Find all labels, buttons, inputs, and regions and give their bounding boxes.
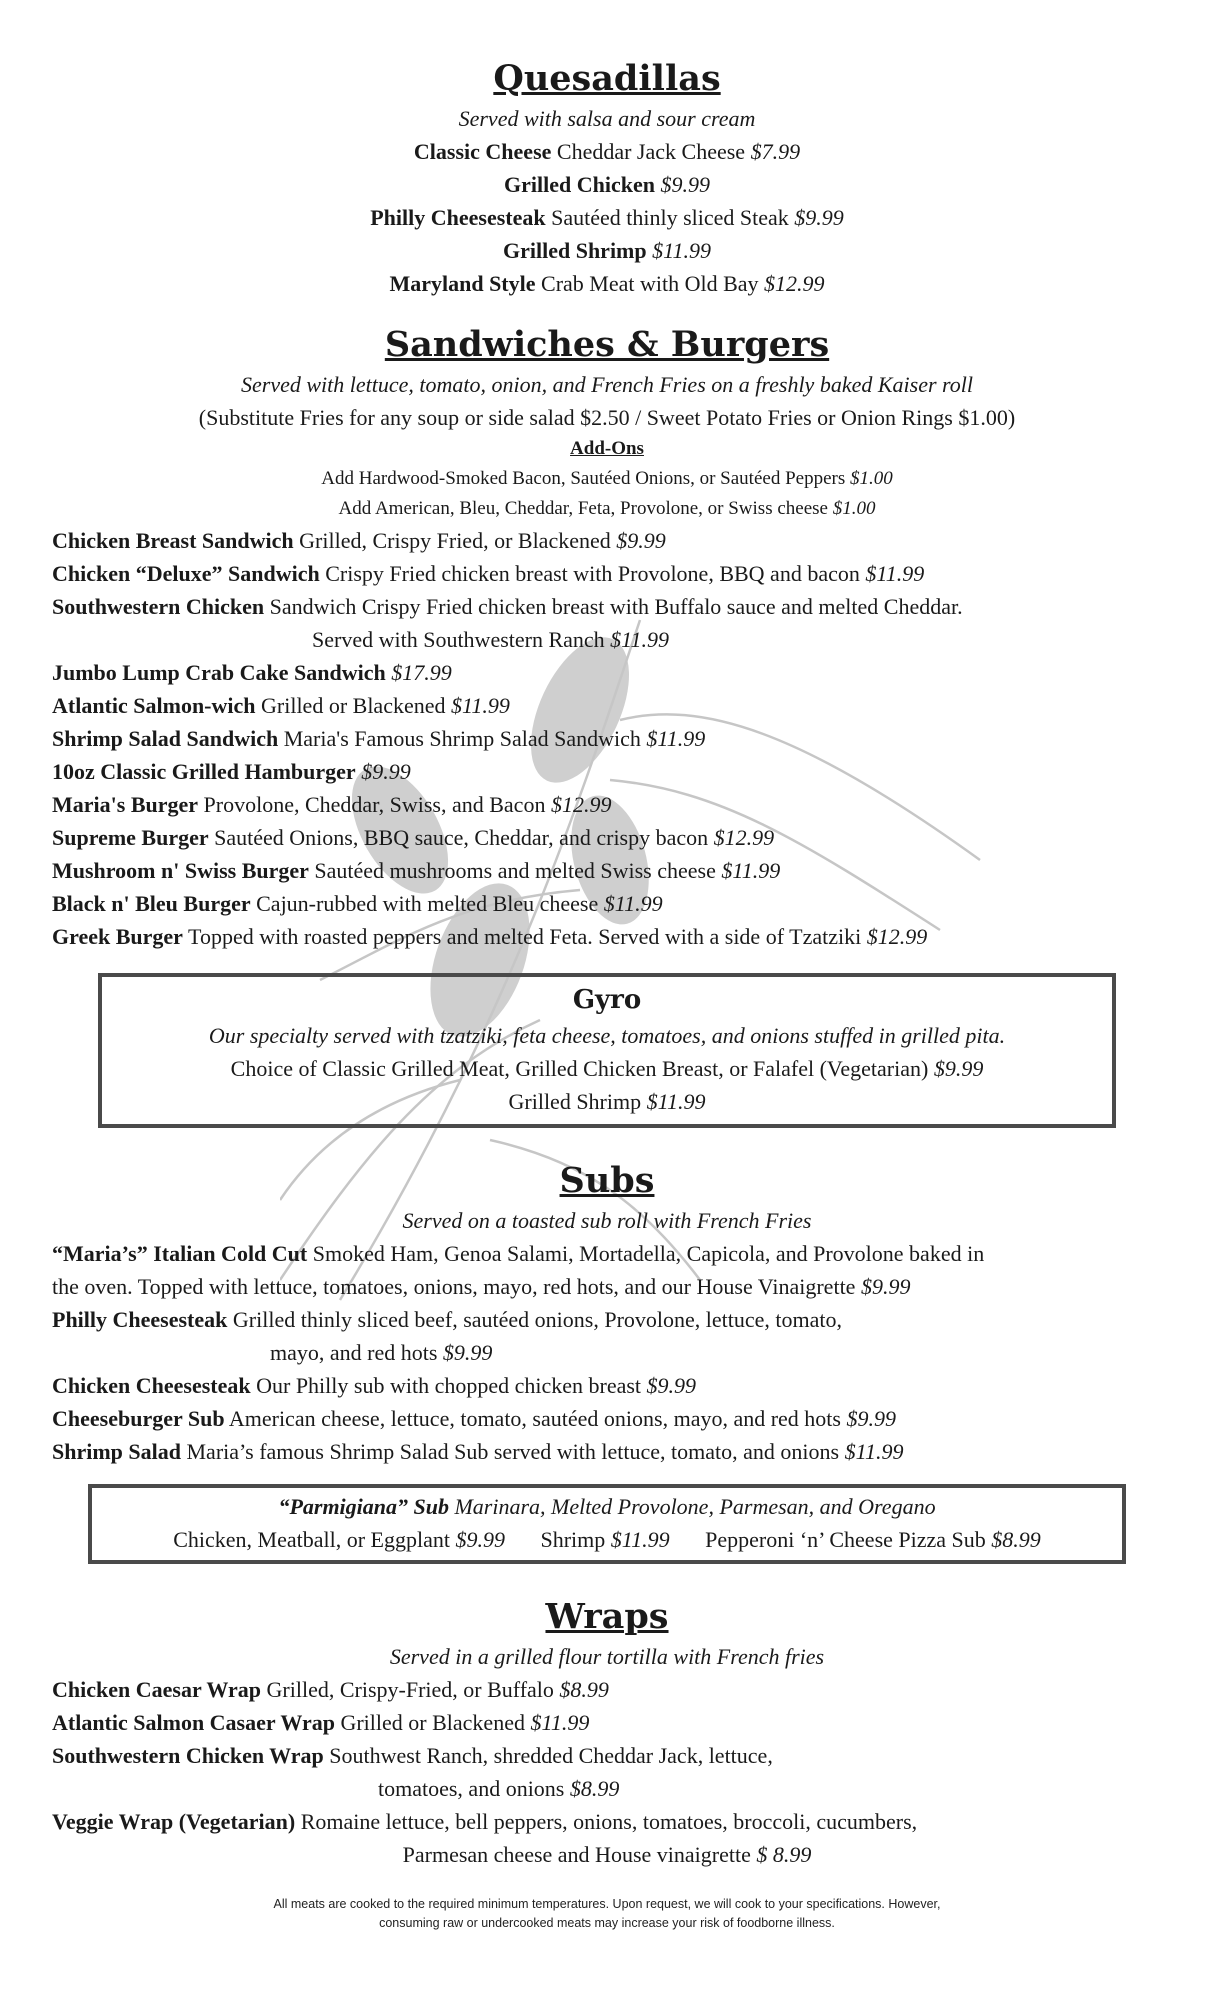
gyro-shrimp: Grilled Shrimp $11.99: [508, 1089, 706, 1114]
subs-heading: Subs: [559, 1160, 655, 1201]
menu-item-continued: the oven. Topped with lettuce, tomatoes, onions, mayo, red hots, and our House Vinaigrette $9.99: [52, 1274, 911, 1299]
menu-item: Mushroom n' Swiss Burger Sautéed mushrooms and melted Swiss cheese $11.99: [52, 858, 781, 883]
menu-item: Chicken Breast Sandwich Grilled, Crispy Fried, or Blackened $9.99: [52, 528, 666, 553]
menu-item: Philly Cheesesteak Grilled thinly sliced beef, sautéed onions, Provolone, lettuce, tomato,: [52, 1307, 843, 1332]
menu-item-continued: mayo, and red hots $9.99: [270, 1340, 493, 1365]
menu-item: “Maria’s” Italian Cold Cut Smoked Ham, Genoa Salami, Mortadella, Capicola, and Provolone baked in: [52, 1241, 985, 1266]
quesadillas-heading: Quesadillas: [493, 58, 721, 99]
menu-item: Atlantic Salmon Casaer Wrap Grilled or Blackened $11.99: [52, 1710, 590, 1735]
gyro-heading: Gyro: [572, 985, 642, 1015]
wraps-subtitle: Served in a grilled flour tortilla with French fries: [389, 1644, 825, 1669]
wraps-heading: Wraps: [545, 1596, 669, 1637]
menu-item: Greek Burger Topped with roasted peppers and melted Feta. Served with a side of Tzatziki $12.99: [52, 924, 928, 949]
menu-item: Southwestern Chicken Sandwich Crispy Fried chicken breast with Buffalo sauce and melted Cheddar.: [52, 594, 963, 619]
menu-item: Grilled Chicken $9.99: [504, 172, 710, 197]
gyro-box: [98, 973, 1116, 1128]
addons-heading: Add-Ons: [570, 438, 644, 459]
menu-item: Jumbo Lump Crab Cake Sandwich $17.99: [52, 660, 452, 685]
menu-item: Black n' Bleu Burger Cajun-rubbed with melted Bleu cheese $11.99: [52, 891, 663, 916]
addon-line: Add American, Bleu, Cheddar, Feta, Provolone, or Swiss cheese $1.00: [338, 498, 876, 519]
quesadillas-subtitle: Served with salsa and sour cream: [458, 106, 756, 131]
menu-item: Shrimp Salad Maria’s famous Shrimp Salad Sub served with lettuce, tomato, and onions $11.99: [52, 1439, 904, 1464]
substitute-note: (Substitute Fries for any soup or side salad $2.50 / Sweet Potato Fries or Onion Rings $1.00): [198, 405, 1016, 430]
menu-item: 10oz Classic Grilled Hamburger $9.99: [52, 759, 411, 784]
menu-item-continued: Parmesan cheese and House vinaigrette $ 8.99: [402, 1842, 812, 1867]
addon-line: Add Hardwood-Smoked Bacon, Sautéed Onions, or Sautéed Peppers $1.00: [321, 468, 893, 489]
subs-subtitle: Served on a toasted sub roll with French Fries: [402, 1208, 812, 1233]
sandwiches-heading: Sandwiches & Burgers: [384, 324, 830, 365]
menu-item: Southwestern Chicken Wrap Southwest Ranch, shredded Cheddar Jack, lettuce,: [52, 1743, 773, 1768]
menu-item: Veggie Wrap (Vegetarian) Romaine lettuce, bell peppers, onions, tomatoes, broccoli, cucumbers,: [52, 1809, 918, 1834]
menu-item: Chicken “Deluxe” Sandwich Crispy Fried chicken breast with Provolone, BBQ and bacon $11.99: [52, 561, 925, 586]
menu-item: Maryland Style Crab Meat with Old Bay $12.99: [389, 271, 825, 296]
menu-item: Grilled Shrimp $11.99: [503, 238, 711, 263]
disclaimer-line-1: All meats are cooked to the required minimum temperatures. Upon request, we will cook to your specifications. However,: [273, 1897, 941, 1911]
disclaimer-line-2: consuming raw or undercooked meats may increase your risk of foodborne illness.: [379, 1916, 835, 1930]
menu-item-continued: tomatoes, and onions $8.99: [378, 1776, 620, 1801]
gyro-subtitle: Our specialty served with tzatziki, feta cheese, tomatoes, and onions stuffed in grilled pita.: [208, 1023, 1006, 1048]
parmigiana-box: [88, 1484, 1126, 1564]
sandwiches-subtitle: Served with lettuce, tomato, onion, and French Fries on a freshly baked Kaiser roll: [241, 372, 973, 397]
menu-item: Cheeseburger Sub American cheese, lettuce, tomato, sautéed onions, mayo, and red hots $9.99: [52, 1406, 896, 1431]
parmigiana-title-line: “Parmigiana” Sub Marinara, Melted Provolone, Parmesan, and Oregano: [278, 1494, 936, 1519]
menu-item-continued: Served with Southwestern Ranch $11.99: [312, 627, 670, 652]
menu-item: Chicken Cheesesteak Our Philly sub with chopped chicken breast $9.99: [52, 1373, 697, 1398]
menu-item: Shrimp Salad Sandwich Maria's Famous Shrimp Salad Sandwich $11.99: [52, 726, 706, 751]
menu-item: Maria's Burger Provolone, Cheddar, Swiss, and Bacon $12.99: [52, 792, 612, 817]
parmigiana-options: Chicken, Meatball, or Eggplant $9.99 Shrimp $11.99 Pepperoni ‘n’ Cheese Pizza Sub $8.99: [173, 1527, 1041, 1552]
menu-item: Philly Cheesesteak Sautéed thinly sliced Steak $9.99: [370, 205, 844, 230]
menu-item: Chicken Caesar Wrap Grilled, Crispy-Fried, or Buffalo $8.99: [52, 1677, 609, 1702]
menu-item: Atlantic Salmon-wich Grilled or Blackened $11.99: [52, 693, 510, 718]
gyro-options: Choice of Classic Grilled Meat, Grilled Chicken Breast, or Falafel (Vegetarian) $9.99: [230, 1056, 984, 1081]
menu-item: Supreme Burger Sautéed Onions, BBQ sauce, Cheddar, and crispy bacon $12.99: [52, 825, 775, 850]
menu-item: Classic Cheese Cheddar Jack Cheese $7.99: [413, 139, 801, 164]
food-safety-disclaimer: [52, 1895, 1162, 1933]
